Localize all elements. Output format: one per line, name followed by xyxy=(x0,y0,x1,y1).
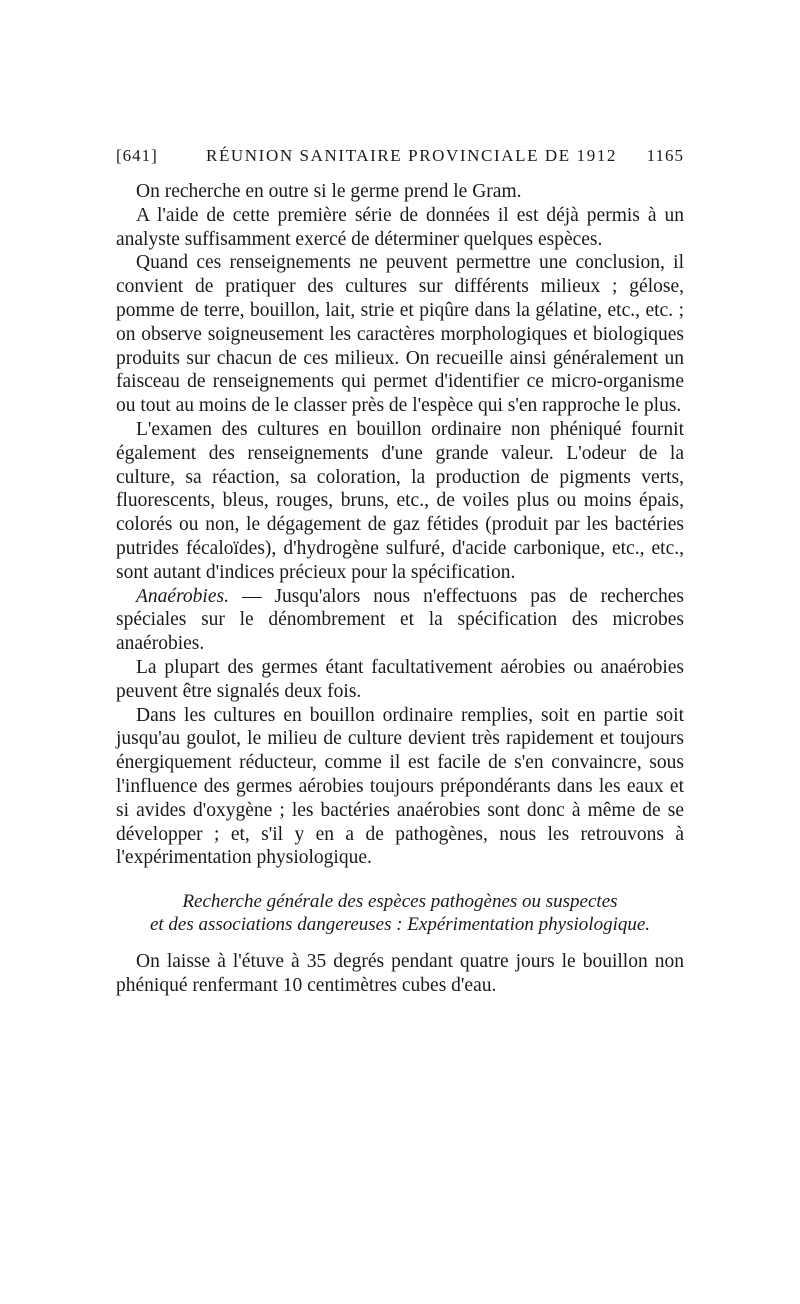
header-title: RÉUNION SANITAIRE PROVINCIALE DE 1912 xyxy=(206,146,618,165)
subheading-line-1: Recherche générale des espèces pathogènes ou suspectes xyxy=(182,891,618,913)
paragraph: On recherche en outre si le germe prend le Gram. xyxy=(136,181,522,202)
paragraph: La plupart des germes étant facultativement aérobies ou anaérobies peuvent être signalés deux fois. xyxy=(116,656,684,702)
paragraph: Dans les cultures en bouillon ordinaire remplies, soit en partie soit jusqu'au goulot, le milieu de culture devient très rapidement et toujours énergiquement réducteur, comme il est facile de s'en convaincre, sous l'influence des germes aérobies toujours prépondérants dans les eaux et si avides d'oxygène ; les bactéries anaérobies sont donc à même de se développer ; et, s'il y en a de pathogènes, nous les retrouvons à l'expérimentation physiologique. xyxy=(116,704,684,869)
paragraph: Quand ces renseignements ne peuvent permettre une conclusion, il convient de pratiquer des cultures sur différents milieux ; gélose, pomme de terre, bouillon, lait, strie et piqûre dans la gélatine, etc., etc. ; on observe soigneusement les caractères morphologiques et biologiques produits sur chacun de ces milieux. On recueille ainsi généralement un faisceau de renseignements qui permet d'identifier ce micro-organisme ou tout au moins de le classer près de l'espèce qui s'en rapproche le plus. xyxy=(116,252,684,417)
section-subheading xyxy=(116,890,684,936)
anaerobies-label: Anaérobies. xyxy=(136,585,229,607)
subheading-line-2: et des associations dangereuses : Expérimentation physiologique. xyxy=(149,914,651,936)
body-text xyxy=(116,180,684,998)
paragraph: A l'aide de cette première série de données il est déjà permis à un analyste suffisamment exercé de déterminer quelques espèces. xyxy=(116,204,684,250)
paragraph: On laisse à l'étuve à 35 degrés pendant quatre jours le bouillon non phéniqué renfermant 10 centimètres cubes d'eau. xyxy=(116,951,684,996)
header-left-number: [641] xyxy=(116,146,158,165)
anaerobies-text: — Jusqu'alors nous n'effectuons pas de recherches spéciales sur le dénombrement et la spécification des microbes anaérobies. xyxy=(116,585,684,655)
paragraph-anaerobies xyxy=(116,585,684,656)
page-number: 1165 xyxy=(646,146,684,165)
paragraph: L'examen des cultures en bouillon ordinaire non phéniqué fournit également des renseignements d'une grande valeur. L'odeur de la culture, sa réaction, sa coloration, la production de pigments verts, fluorescents, bleus, rouges, bruns, etc., de voiles plus ou moins épais, colorés ou non, le dégagement de gaz fétides (produit par les bactéries putrides fécaloïdes), d'hydrogène sulfuré, d'acide carbonique, etc., etc., sont autant d'indices précieux pour la spécification. xyxy=(116,418,684,583)
